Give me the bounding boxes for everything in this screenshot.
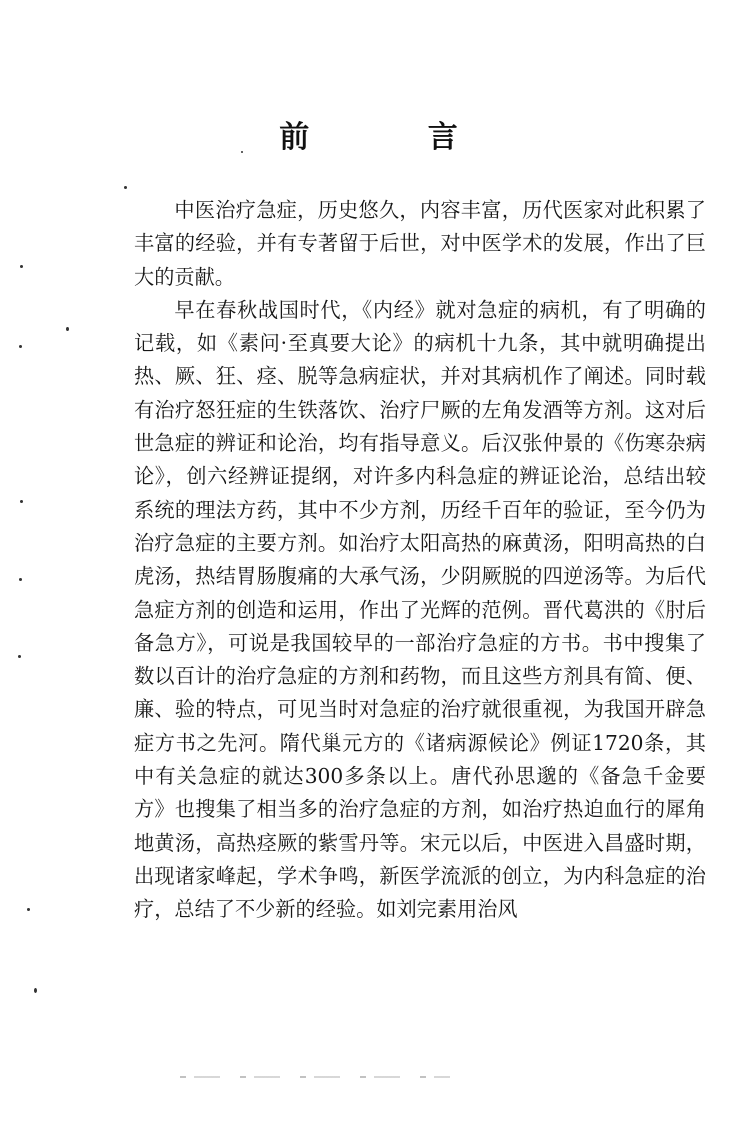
- paragraph-2: 早在春秋战国时代，《内经》就对急症的病机，有了明确的记载，如《素问·至真要大论》的病机十九条，其中就明确提出热、厥、狂、痉、脱等急病症状，并对其病机作了阐述。同时载有治疗怒狂症的生铁落饮、治疗尸厥的左角发酒等方剂。这对后世急症的辨证和论治，均有指导意义。后汉张仲景的《伤寒杂病论》，创六经辨证提纲，对许多内科急症的辨证论治，总结出较系统的理法方药，其中不少方剂，历经千百年的验证，至今仍为治疗急症的主要方剂。如治疗太阳高热的麻黄汤，阳明高热的白虎汤，热结胃肠腹痛的大承气汤，少阴厥脱的四逆汤等。为后代急症方剂的创造和运用，作出了光辉的范例。晋代葛洪的《肘后备急方》，可说是我国较早的一部治疗急症的方书。书中搜集了数以百计的治疗急症的方剂和药物，而且这些方剂具有简、便、廉、验的特点，可见当时对急症的治疗就很重视，为我国开辟急症方书之先河。隋代巢元方的《诸病源候论》例证1720条，其中有关急症的就达300多条以上。唐代孙思邈的《备急千金要方》也搜集了相当多的治疗急症的方剂，如治疗热迫血行的犀角地黄汤，高热痉厥的紫雪丹等。宋元以后，中医进入昌盛时期，出现诸家峰起，学术争鸣，新医学流派的创立，为内科急症的治疗，总结了不少新的经验。如刘完素用治风: [134, 297, 706, 922]
- scan-speck: [19, 578, 22, 581]
- scan-speck: [20, 500, 23, 503]
- scan-speck: [20, 265, 23, 268]
- scan-speck: [34, 988, 37, 993]
- scan-speck: [66, 327, 69, 331]
- scan-speck: [27, 908, 30, 911]
- paragraph-1: 中医治疗急症，历史悠久，内容丰富，历代医家对此积累了丰富的经验，并有专著留于后世，对中医学术的发展，作出了巨大的贡献。: [134, 198, 706, 289]
- scan-footer-smudge: [180, 1076, 450, 1078]
- scan-speck: [19, 345, 22, 348]
- scan-speck: [241, 151, 243, 153]
- scan-speck: [18, 655, 21, 658]
- page-title: 前 言: [279, 120, 512, 155]
- scan-speck: [124, 186, 127, 189]
- preface-body: [134, 194, 706, 927]
